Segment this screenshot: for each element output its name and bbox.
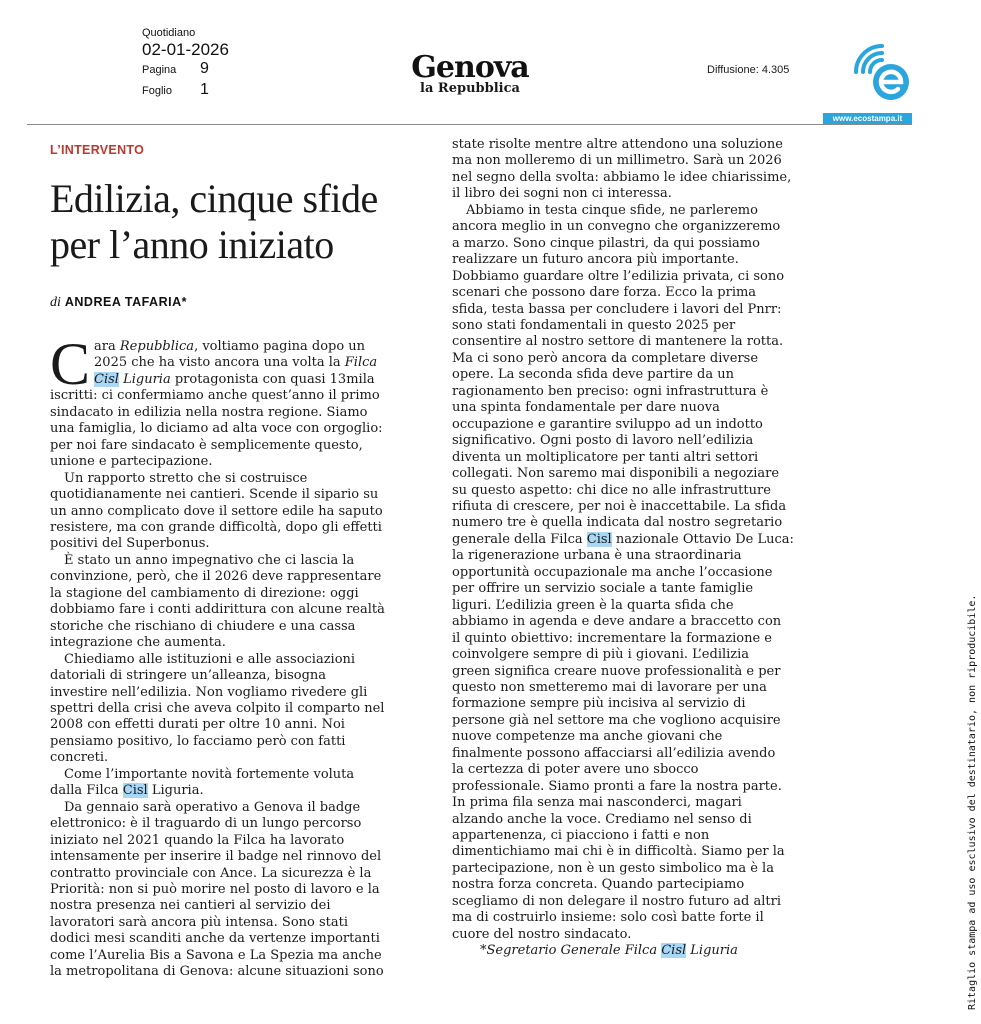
page-number: 9 — [200, 60, 209, 77]
article-title-line-1: Edilizia, cinque sfide — [50, 176, 378, 221]
paragraph: Chiediamo alle istituzioni e alle associazioni datoriali di stringere un’alleanza, bisogna investire nell’edilizia. Non vogliamo rivedere gli spettri della crisi che aveva colpito il comparto nel 2008 con effetti durati per oltre 10 anni. Noi pensiamo positivo, lo facciamo però con fatti concreti. — [50, 651, 385, 766]
byline-prefix: di — [50, 295, 61, 310]
author-name: ANDREA TAFARIA* — [64, 295, 187, 309]
sheet-number: 1 — [200, 81, 209, 98]
ecostampa-logo-icon — [852, 42, 914, 104]
sheet-row — [142, 81, 229, 102]
masthead-city: Genova — [411, 50, 529, 85]
byline — [50, 294, 187, 311]
drop-cap: C — [50, 331, 91, 397]
paragraph: Da gennaio sarà operativo a Genova il badge elettronico: è il traguardo di un lungo percorso iniziato nel 2021 quando la Filca ha lavorato intensamente per inserire il badge nel rinnovo del contratto provinciale con Ance. La sicurezza è la Priorità: non si può morire nel posto di lavoro e la nostra presenza nei cantieri al servizio dei lavoratori sarà ancora più intensa. Sono stati dodici mesi scanditi anche da vertenze importanti come l’Aurelia Bis a Savona e La Spezia ma anche la metropolitana di Genova: alcune situazioni sono — [50, 799, 384, 980]
paragraph: Cara Repubblica, voltiamo pagina dopo un 2025 che ha visto ancora una volta la Filca Cisl Liguria protagonista con quasi 13mila iscritti: ci confermiamo anche quest’anno il primo sindacato in edilizia nella nostra regione. Siamo una famiglia, lo diciamo ad alta voce con orgoglio: per noi fare sindacato è semplicemente questo, unione e partecipazione. — [50, 331, 383, 470]
reproduction-notice: Ritaglio stampa ad uso esclusivo del destinatario, non riproducibile. — [967, 594, 978, 1010]
document-meta — [142, 26, 229, 102]
newspaper-type: Quotidiano — [142, 27, 196, 39]
masthead-publication: la Repubblica — [420, 81, 520, 96]
paragraph: Come l’importante novità fortemente voluta dalla Filca Cisl Liguria. — [50, 766, 355, 799]
sheet-label: Foglio — [142, 85, 172, 97]
article-kicker: L’INTERVENTO — [50, 143, 145, 157]
article-title-line-2: per l’anno iniziato — [50, 222, 334, 267]
page-row — [142, 60, 229, 81]
paragraph: Abbiamo in testa cinque sfide, ne parleremo ancora meglio in un convegno che organizzeremo a marzo. Sono cinque pilastri, da qui possiamo realizzare un futuro ancora più importante. Dobbiamo guardare oltre l’edilizia privata, ci sono scenari che possono dare forza. Ecco la prima sfida, testa bassa per concludere i lavori del Pnrr: sono stati fondamentali in questo 2025 per consentire al nostro settore di mantenere la rotta. Ma ci sono però ancora da completare diverse opere. La seconda sfida deve partire da un ragionamento ben preciso: ogni infrastruttura è una spinta fondamentale per dare nuova occupazione e garantire sviluppo ad un indotto significativo. Ogni posto di lavoro nell’edilizia diventa un moltiplicatore per tanti altri settori collegati. Non saremo mai disponibili a negoziare su questo aspetto: chi dice no alle infrastrutture rifiuta di crescere, per noi è inaccettabile. La sfida numero tre è quella indicata dal nostro segretario generale della Filca Cisl nazionale Ottavio De Luca: la rigenerazione urbana è una straordinaria opportunità occupazionale ma anche l’occasione per offrire un servizio sociale a tante famiglie liguri. L’edilizia green è la quarta sfida che abbiamo in agenda e deve andare a braccetto con il quinto obiettivo: incrementare la formazione e coinvolgere sempre di più i giovani. L’edilizia green significa creare nuove professionalità e per questo non smetteremo mai di lavorare per una formazione sempre più incisiva al servizio di persone già nel settore ma che vogliono acquisire nuove competenze ma anche giovani che finalmente possono affacciarsi all’edilizia avendo la certezza di poter avere uno sbocco professionale. Siamo pronti a fare la nostra parte. In prima fila senza mai nasconderci, magari alzando anche la voce. Crediamo nel senso di appartenenza, ci piacciono i fatti e non dimentichiamo mai chi è in difficoltà. Siamo per la partecipazione, non è un gesto simbolico ma è la nostra forza concreta. Quando partecipiamo scegliamo di non delegare il nostro futuro ad altri ma di costruirlo insieme: solo così batte forte il cuore del nostro sindacato. — [452, 202, 794, 942]
masthead — [405, 52, 535, 96]
article-title — [50, 176, 430, 268]
website-link[interactable]: www.ecostampa.it — [823, 113, 912, 125]
publication-date: 02-01-2026 — [142, 40, 229, 59]
paragraph: state risolte mentre altre attendono una soluzione ma non molleremo di un millimetro. Sarà un 2026 nel segno della svolta: abbiamo le idee chiarissime, il libro dei sogni non ci interessa. — [452, 137, 792, 202]
paragraph: È stato un anno impegnativo che ci lascia la convinzione, però, che il 2026 deve rappresentare la stagione del cambiamento di direzione: oggi dobbiamo fare i conti addirittura con alcune realtà storiche che rischiano di chiudere e una cassa integrazione che aumenta. — [50, 552, 385, 651]
paragraph: Un rapporto stretto che si costruisce quotidianamente nei cantieri. Scende il sipario su un anno complicato dove il settore edile ha saputo resistere, ma con grande difficoltà, dopo gli effetti positivi del Superbonus. — [50, 470, 383, 552]
article-column-left — [50, 331, 440, 981]
header-divider — [27, 124, 912, 125]
circulation: Diffusione: 4.305 — [707, 64, 790, 76]
page-label: Pagina — [142, 64, 177, 76]
article-column-right — [452, 137, 852, 960]
author-signature: *Segretario Generale Filca Cisl Liguria — [480, 943, 738, 959]
